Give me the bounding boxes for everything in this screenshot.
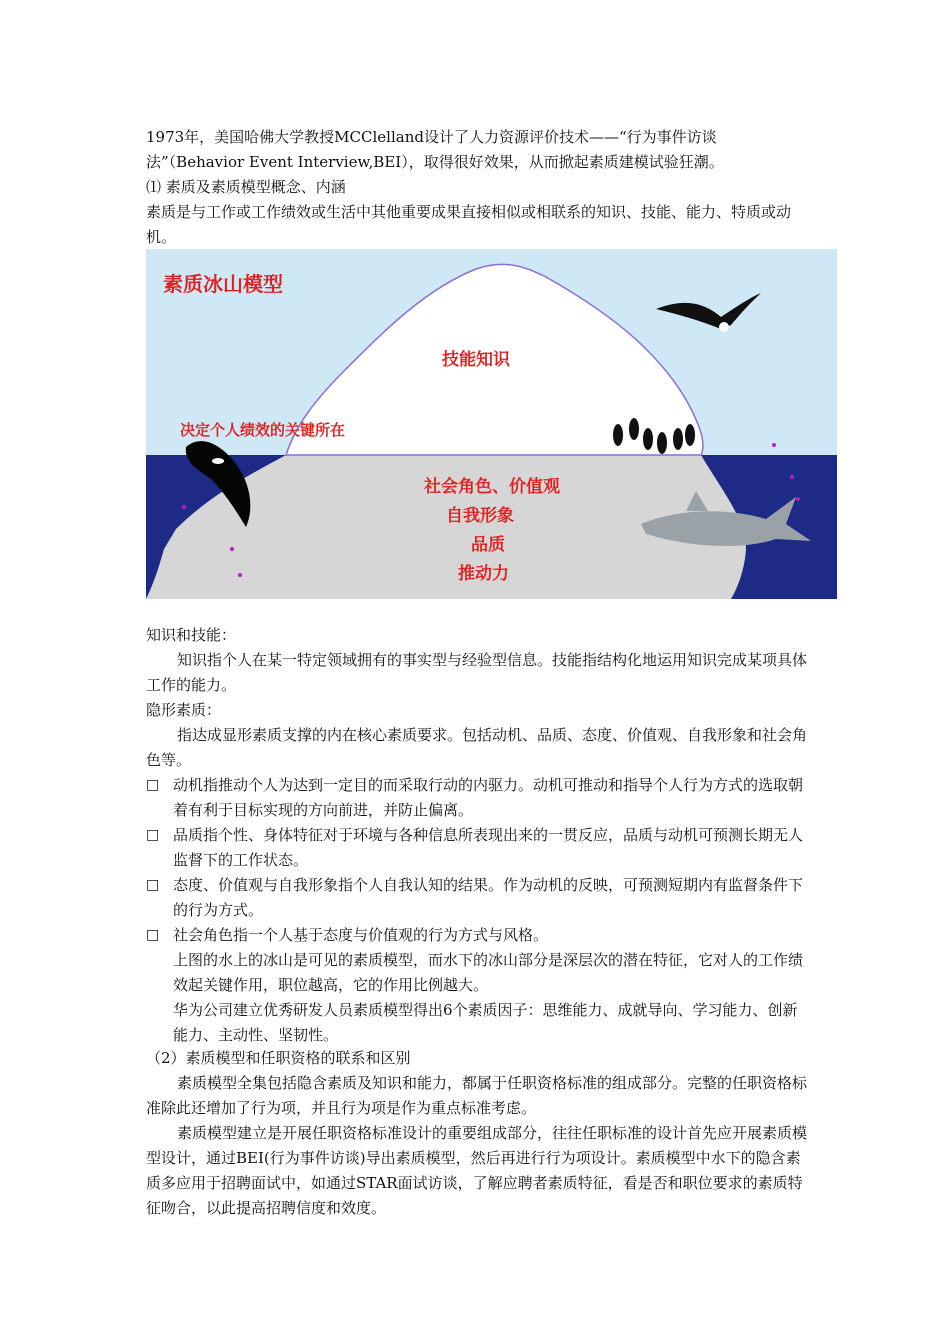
bullet-item-attitude <box>146 873 810 923</box>
checkbox-icon: □ <box>146 827 160 843</box>
checkbox-icon: □ <box>146 927 160 943</box>
bullet-text: 动机指推动个人为达到一定目的而采取行动的内驱力。动机可推动和指导个人行为方式的选取朝着有利于目标实现的方向前进，并防止偏离。 <box>173 776 804 819</box>
bullet-item-social-role <box>146 923 810 948</box>
relation-paragraph-1: 素质模型全集包括隐含素质及知识和能力，都属于任职资格标准的组成部分。完整的任职资格标准除此还增加了行为项，并且行为项是作为重点标准考虑。 <box>146 1074 808 1117</box>
bullet-text: 品质指个性、身体特征对于环境与各种信息所表现出来的一贯反应，品质与动机可预测长期无人监督下的工作状态。 <box>173 826 804 869</box>
label-below-water-4: 推动力 <box>458 564 509 584</box>
iceberg-note: 上图的水上的冰山是可见的素质模型，而水下的冰山部分是深层次的潜在特征，它对人的工作绩效起关键作用，职位越高，它的作用比例越大。 <box>173 951 804 994</box>
figure-title: 素质冰山模型 <box>163 272 283 296</box>
bullet-text: 态度、价值观与自我形象指个人自我认知的结果。作为动机的反映，可预测短期内有监督条件下的行为方式。 <box>173 876 804 919</box>
bullet-text: 社会角色指一个人基于态度与价值观的行为方式与风格。 <box>173 926 549 944</box>
checkbox-icon: □ <box>146 777 160 793</box>
label-key-note: 决定个人绩效的关键所在 <box>180 421 346 439</box>
label-below-water-1: 社会角色、价值观 <box>424 477 560 497</box>
definition-paragraph: 素质是与工作或工作绩效或生活中其他重要成果直接相似或相联系的知识、技能、能力、特质或动机。 <box>146 203 792 246</box>
iceberg-model-figure <box>146 249 837 599</box>
label-below-water-2: 自我形象 <box>446 506 514 526</box>
hidden-body: 指达成显形素质支撑的内在核心素质要求。包括动机、品质、态度、价值观、自我形象和社会角色等。 <box>146 726 808 769</box>
bullet-item-motivation <box>146 773 810 823</box>
knowledge-heading: 知识和技能： <box>146 626 237 644</box>
checkbox-icon: □ <box>146 877 160 893</box>
label-above-water: 技能知识 <box>442 350 510 370</box>
label-below-water-3: 品质 <box>471 535 505 555</box>
hidden-heading: 隐形素质： <box>146 701 222 719</box>
section-heading-2: （2）素质模型和任职资格的联系和区别 <box>146 1049 411 1067</box>
intro-paragraph: 1973年，美国哈佛大学教授MCClelland设计了人力资源评价技术——“行为事件访谈法”（Behavior Event Interview,BEI），取得很好效果，从而掀起素质建模试验狂潮。 <box>146 128 724 171</box>
bullet-item-quality <box>146 823 810 873</box>
huawei-note: 华为公司建立优秀研发人员素质模型得出6个素质因子：思维能力、成就导向、学习能力、创新能力、主动性、坚韧性。 <box>173 1001 798 1044</box>
knowledge-body: 知识指个人在某一特定领域拥有的事实型与经验型信息。技能指结构化地运用知识完成某项具体工作的能力。 <box>146 651 808 694</box>
relation-paragraph-2: 素质模型建立是开展任职资格标准设计的重要组成部分，往往任职标准的设计首先应开展素质模型设计，通过BEI(行为事件访谈)导出素质模型，然后再进行行为项设计。素质模型中水下的隐含素质多应用于招聘面试中，如通过STAR面试访谈，了解应聘者素质特征，看是否和职位要求的素质特征吻合，以此提高招聘信度和效度。 <box>146 1124 808 1217</box>
section-heading-1: ⑴ 素质及素质模型概念、内涵 <box>146 178 346 196</box>
